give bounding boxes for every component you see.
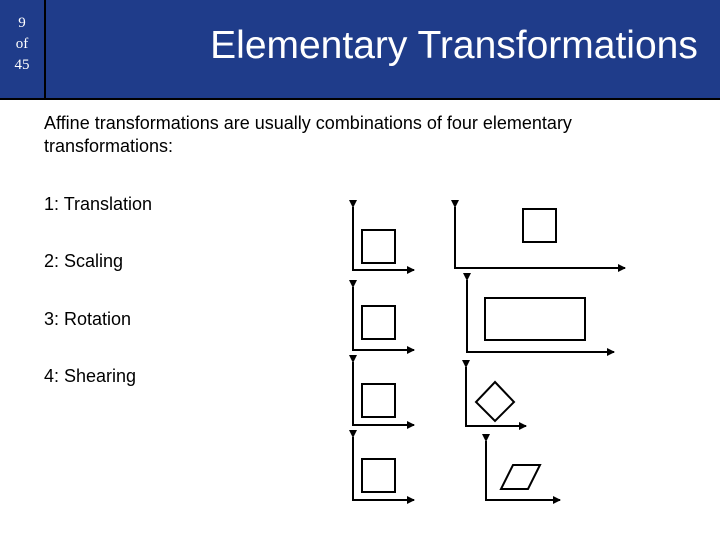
- axes-icon: [466, 367, 526, 426]
- rotation-before-diagram: [353, 362, 414, 425]
- square-shape: [362, 459, 395, 492]
- scaling-before-diagram: [353, 287, 414, 350]
- rotation-after-diagram: [466, 367, 526, 426]
- translation-before-diagram: [353, 207, 414, 270]
- item-translation: 1: Translation: [44, 194, 153, 214]
- intro-text: Affine transformations are usually combinations of four elementary transformations:: [44, 113, 572, 156]
- translation-after-diagram: [455, 207, 625, 268]
- square-shape: [523, 209, 556, 242]
- square-shape: [362, 230, 395, 263]
- item-scaling: 2: Scaling: [44, 251, 124, 271]
- item-shearing: 4: Shearing: [44, 366, 137, 386]
- item-rotation: 3: Rotation: [44, 309, 132, 329]
- shearing-before-diagram: [353, 437, 414, 500]
- axes-icon: [467, 280, 614, 352]
- slide-title: Elementary Transformations: [210, 24, 698, 67]
- square-shape: [362, 306, 395, 339]
- page-total: 45: [14, 57, 30, 73]
- axes-icon: [455, 207, 625, 268]
- page-of: of: [15, 36, 29, 52]
- square-shape: [362, 384, 395, 417]
- parallelogram-shape: [501, 465, 540, 489]
- diamond-shape: [476, 382, 514, 421]
- rectangle-shape: [485, 298, 585, 340]
- shearing-after-diagram: [486, 441, 560, 500]
- axes-icon: [486, 441, 560, 500]
- page-current: 9: [18, 15, 26, 31]
- scaling-after-diagram: [467, 280, 614, 352]
